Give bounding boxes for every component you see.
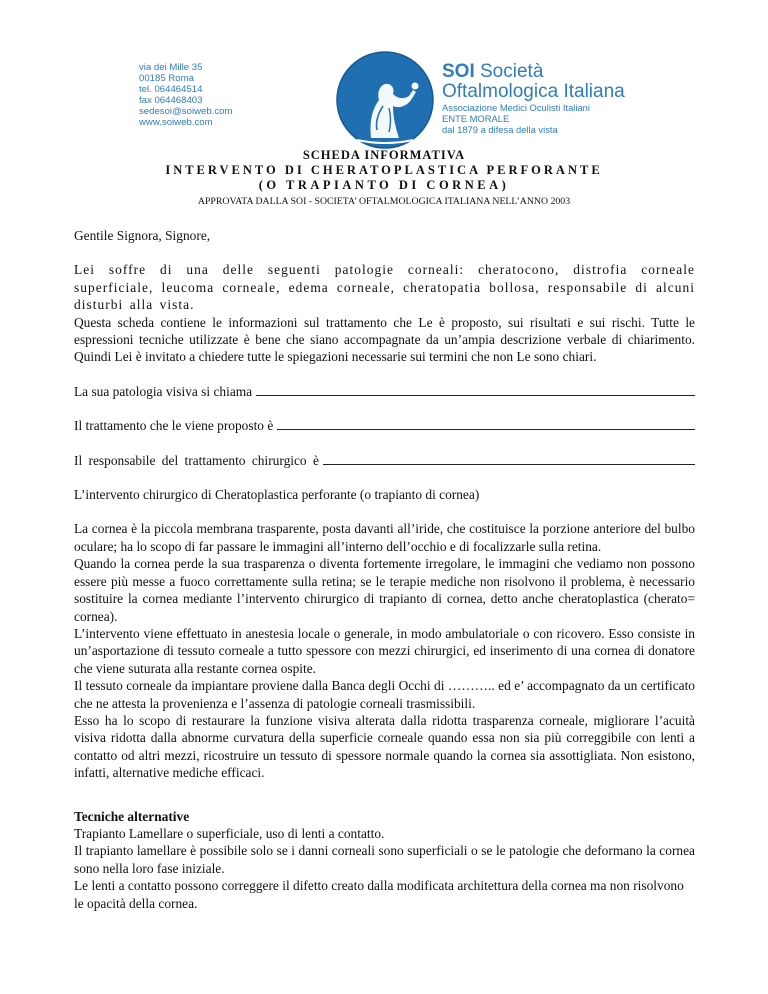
brand-subtitle-1: Associazione Medici Oculisti Italiani bbox=[442, 102, 590, 113]
paragraph-scopo: Esso ha lo scopo di restaurare la funzione visiva alterata dalla ridotta trasparenza corneale, migliorare l’acuità visiva ridotta dalla abnorme curvatura della superficie corneale quando essa non sia più correggibile con lenti a contatto od altri mezzi, ricostruire un tessuto di spessore normale quando la cornea sia assottigliata. Non esistono, infatti, alternative mediche efficaci. bbox=[74, 712, 695, 781]
brand-name-line2: Oftalmologica Italiana bbox=[442, 81, 625, 102]
address-city: 00185 Roma bbox=[139, 73, 194, 84]
address-email: sedesoi@soiweb.com bbox=[139, 106, 233, 117]
brand-subtitle-2: ENTE MORALE bbox=[442, 113, 510, 124]
field-responsabile-label: Il responsabile del trattamento chirurgico è bbox=[74, 452, 319, 468]
brand-block bbox=[442, 62, 625, 135]
brand-societa: Società bbox=[474, 61, 544, 82]
title-trapianto: (O TRAPIANTO DI CORNEA) bbox=[258, 178, 510, 192]
alternatives-line-2: Il trapianto lamellare è possibile solo se i danni corneali sono superficiali o se le patologie che deformano la cornea sono nella loro fase iniziale. bbox=[74, 843, 695, 876]
document-body bbox=[74, 227, 695, 912]
brand-name-line1 bbox=[442, 62, 625, 82]
address-street: via dei Mille 35 bbox=[139, 62, 203, 73]
brand-subtitle-3: dal 1879 a difesa della vista bbox=[442, 124, 558, 135]
paragraph-tessuto: Il tessuto corneale da impiantare proviene dalla Banca degli Occhi di ……….. ed e’ accompagnato da un certificato che ne attesta la provenienza e l’assenza di patologie corneali trasmissibili. bbox=[74, 678, 695, 711]
greeting: Gentile Signora, Signore, bbox=[74, 228, 211, 243]
address-fax: fax 064468403 bbox=[139, 95, 203, 106]
alternatives-line-3: Le lenti a contatto possono correggere il difetto creato dalla modificata architettura della cornea ma non risolvono le opacità della cornea. bbox=[74, 878, 684, 911]
intro-paragraph: Questa scheda contiene le informazioni sul trattamento che Le è proposto, sui risultati e sui rischi. Tutte le espressioni tecniche utilizzate è bene che siano accompagnate da un’ampia descrizione verbale di chiarimento. Quindi Lei è invitato a chiedere tutte le spiegazioni necessarie sui termini che non Le sono chiari. bbox=[74, 314, 695, 365]
field-trattamento bbox=[74, 417, 695, 434]
intervention-heading: L’intervento chirurgico di Cheratoplastica perforante (o trapianto di cornea) bbox=[74, 487, 480, 503]
address-block bbox=[139, 62, 232, 128]
document-titles bbox=[0, 148, 768, 208]
field-patologia bbox=[74, 383, 695, 400]
title-approvata: APPROVATA DALLA SOI - SOCIETA’ OFTALMOLOGICA ITALIANA NELL’ANNO 2003 bbox=[197, 196, 571, 207]
address-phone: tel. 064464514 bbox=[139, 84, 203, 95]
field-responsabile-blank[interactable] bbox=[323, 452, 695, 465]
paragraph-anestesia: L’intervento viene effettuato in anestesia locale o generale, in modo ambulatoriale o con ricovero. Esso consiste in un’asportazione di tessuto corneale a tutto spessore con mezzi chirurgici, ed inserimento di una cornea di donatore che viene suturata alla restante cornea ospite. bbox=[74, 625, 695, 676]
intro-paragraph-wide: Lei soffre di una delle seguenti patologie corneali: cheratocono, distrofia corneale superficiale, leucoma corneale, edema corneale, cheratopatia bollosa, responsabile di alcuni disturbi alla vista. bbox=[74, 262, 695, 313]
field-patologia-label: La sua patologia visiva si chiama bbox=[74, 383, 253, 399]
paragraph-trasparenza: Quando la cornea perde la sua trasparenza o diventa fortemente irregolare, le immagini che vediamo non possono essere più messe a fuoco correttamente sulla retina; se le terapie mediche non risolvono il problema, è necessario sostituire la cornea mediante l’intervento chirurgico di trapianto di cornea, detto anche cheratoplastica (cherato= cornea). bbox=[74, 556, 695, 624]
letterhead bbox=[0, 50, 768, 150]
alternatives-line-1: Trapianto Lamellare o superficiale, uso di lenti a contatto. bbox=[74, 825, 385, 841]
alternatives-title: Tecniche alternative bbox=[74, 808, 190, 824]
title-scheda: SCHEDA INFORMATIVA bbox=[302, 148, 466, 162]
field-trattamento-blank[interactable] bbox=[277, 417, 695, 430]
address-website: www.soiweb.com bbox=[139, 117, 213, 128]
field-patologia-blank[interactable] bbox=[256, 383, 695, 396]
field-trattamento-label: Il trattamento che le viene proposto è bbox=[74, 418, 274, 434]
brand-acronym: SOI bbox=[442, 61, 475, 82]
soi-logo-emblem bbox=[333, 50, 437, 150]
cornea-paragraph: La cornea è la piccola membrana trasparente, posta davanti all’iride, che costituisce la porzione anteriore del bulbo oculare; ha lo scopo di far passare le immagini all’interno dell’occhio e di focalizzarle sulla retina. bbox=[74, 521, 695, 554]
field-responsabile bbox=[74, 452, 695, 469]
title-intervento: INTERVENTO DI CHERATOPLASTICA PERFORANTE bbox=[165, 163, 603, 177]
